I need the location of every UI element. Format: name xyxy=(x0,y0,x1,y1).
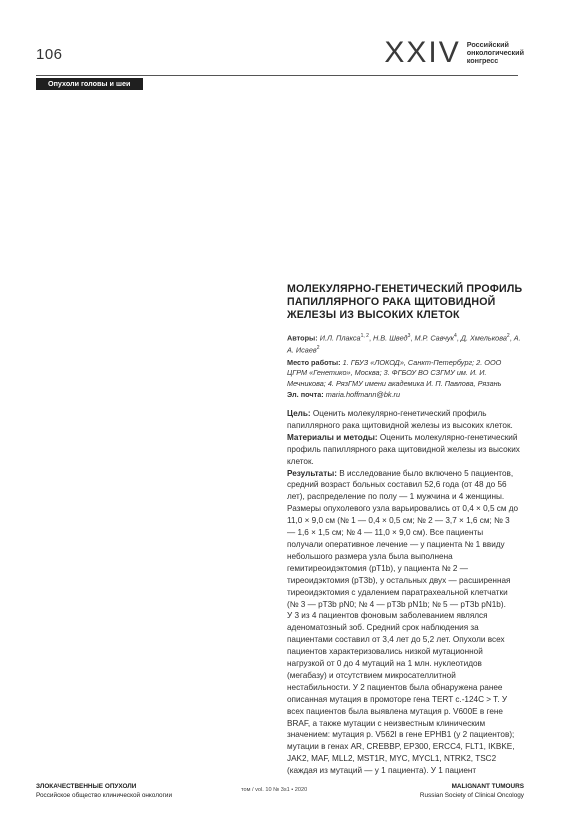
results-text-1: В исследование было включено 5 пациентов, средний возраст больных составил 52,6 года (от 48 до 56 лет), распределение по полу — 1 мужчина и 4 женщины. Размеры опухолевого узла варьировались от 0,4 × 0,5 см до 11,0 × 9,0 см (№ 1 — 0,4 × 0,5 см; № 2 — 3,7 × 1,6 см; № 3 — 1,6 × 1,5 см; № 4 — 11,0 × 9,0 см). Все пациенты получали оперативное лечение — у пациента № 1 ввиду небольшого размера узла была выполнена гемитиреоидэктомия (pT1b), у пациента № 2 — тиреоидэктомия (pT3b), у остальных двух — расширенная тиреоидэктомия с удалением паратрахеальной клетчатки (№ 3 — pT3b pN0; № 4 — pT3b pN1b; № 5 — pT3b pN1b). xyxy=(287,468,519,609)
author-affiliation: 3 xyxy=(407,332,411,339)
footer-journal-title-en: MALIGNANT TUMOURS xyxy=(451,783,524,790)
author-name: Н.В. Швед xyxy=(373,333,408,343)
congress-logo xyxy=(384,38,524,68)
footer-volume: том / vol. 10 № 3s1 • 2020 xyxy=(241,787,308,793)
goal-text: Оценить молекулярно-генетический профиль папиллярного рака щитовидной железы из высоких клеток. xyxy=(287,409,513,430)
article-meta xyxy=(287,331,523,401)
section-tag: Опухоли головы и шеи xyxy=(36,78,143,90)
author-name: М.Р. Савчук xyxy=(414,333,455,343)
author-affiliation: 4 xyxy=(454,332,457,339)
footer-society: Российское общество клинической онкологии xyxy=(36,791,173,799)
goal-paragraph xyxy=(287,408,520,432)
footer-journal-en xyxy=(420,783,524,800)
workplace-line xyxy=(287,358,523,389)
author-affiliation: 2 xyxy=(506,332,510,339)
footer-journal xyxy=(36,783,172,800)
email-address: maria.hoffmann@bk.ru xyxy=(325,390,401,400)
author-affiliation: 2 xyxy=(316,345,320,352)
article-body xyxy=(287,408,520,777)
congress-roman-number: XXIV xyxy=(384,36,461,69)
congress-name xyxy=(467,41,524,66)
author-name: И.Л. Плакса xyxy=(319,333,361,343)
page-number: 106 xyxy=(36,46,63,63)
article-header xyxy=(287,283,523,402)
article-title: МОЛЕКУЛЯРНО-ГЕНЕТИЧЕСКИЙ ПРОФИЛЬ ПАПИЛЛЯРНОГО РАКА ЩИТОВИДНОЙ ЖЕЛЕЗЫ ИЗ ВЫСОКИХ КЛЕТОК xyxy=(287,283,523,322)
email-label: Эл. почта: xyxy=(287,390,324,400)
authors-label: Авторы: xyxy=(287,333,318,343)
footer-society-en: Russian Society of Clinical Oncology xyxy=(419,791,524,799)
results-label: Результаты: xyxy=(287,468,337,478)
congress-line-2: онкологический xyxy=(466,47,524,57)
goal-label: Цель: xyxy=(287,409,311,418)
footer-journal-title: ЗЛОКАЧЕСТВЕННЫЕ ОПУХОЛИ xyxy=(36,783,137,790)
methods-label: Материалы и методы: xyxy=(287,432,378,442)
workplace-label: Место работы: xyxy=(287,357,341,367)
results-paragraph xyxy=(287,468,520,611)
workplace-text: 1. ГБУЗ «ЛОКОД», Санкт-Петербург; 2. ООО ЦГРМ «Генетико», Москва; 3. ФГБОУ ВО СЗГМУ им. И. И. Мечникова; 4. РязГМУ имени академика И. П. Павлова, Рязань xyxy=(287,357,502,388)
header-divider xyxy=(36,75,518,76)
author-name: Д. Хмелькова xyxy=(460,333,507,343)
author-name: А. А. Исаев xyxy=(287,333,521,355)
email-line xyxy=(287,390,523,400)
authors-line: Авторы: И.Л. Плакса$^{1, 2}$, Н.В. Швед$^3$, М.Р. Савчук$^4$, Д. Хмелькова$^2$, А. А. Исаев$^2$ xyxy=(287,332,521,355)
methods-text: Оценить молекулярно-генетический профиль папиллярного рака щитовидной железы из высоких клеток. xyxy=(287,432,520,466)
author-affiliation: 1, 2 xyxy=(360,332,369,339)
results-paragraph-2: У 3 из 4 пациентов фоновым заболеванием являлся аденоматозный зоб. Средний срок наблюдения за пациентами составил от 3,4 лет до 5,2 лет. Опухоли всех пациентов характеризовались низкой мутационной нагрузкой от 0 до 4 мутаций на 1 млн. нуклеотидов (мегабазу) и отсутствием микросателлитной нестабильности. У 2 пациентов была обнаружена ранее описанная мутация в промоторе гена TERT c.-124C > T. У всех пациентов была выявлена мутация p. V600E в гене BRAF, а также мутации с неизвестным клиническим значением: мутация p. V562I в гене EPHB1 (у 2 пациентов); мутации в генах AR, CREBBP, EP300, ERCC4, FLT1, IKBKE, JAK2, MAF, MLL2, MST1R, MYC, MYCL1, NTRK2, TSC2 (каждая из мутаций — у 1 пациента). У 1 пациент xyxy=(287,611,515,776)
congress-line-1: Российский xyxy=(466,39,509,49)
methods-paragraph xyxy=(287,432,520,468)
congress-line-3: конгресс xyxy=(466,56,499,66)
